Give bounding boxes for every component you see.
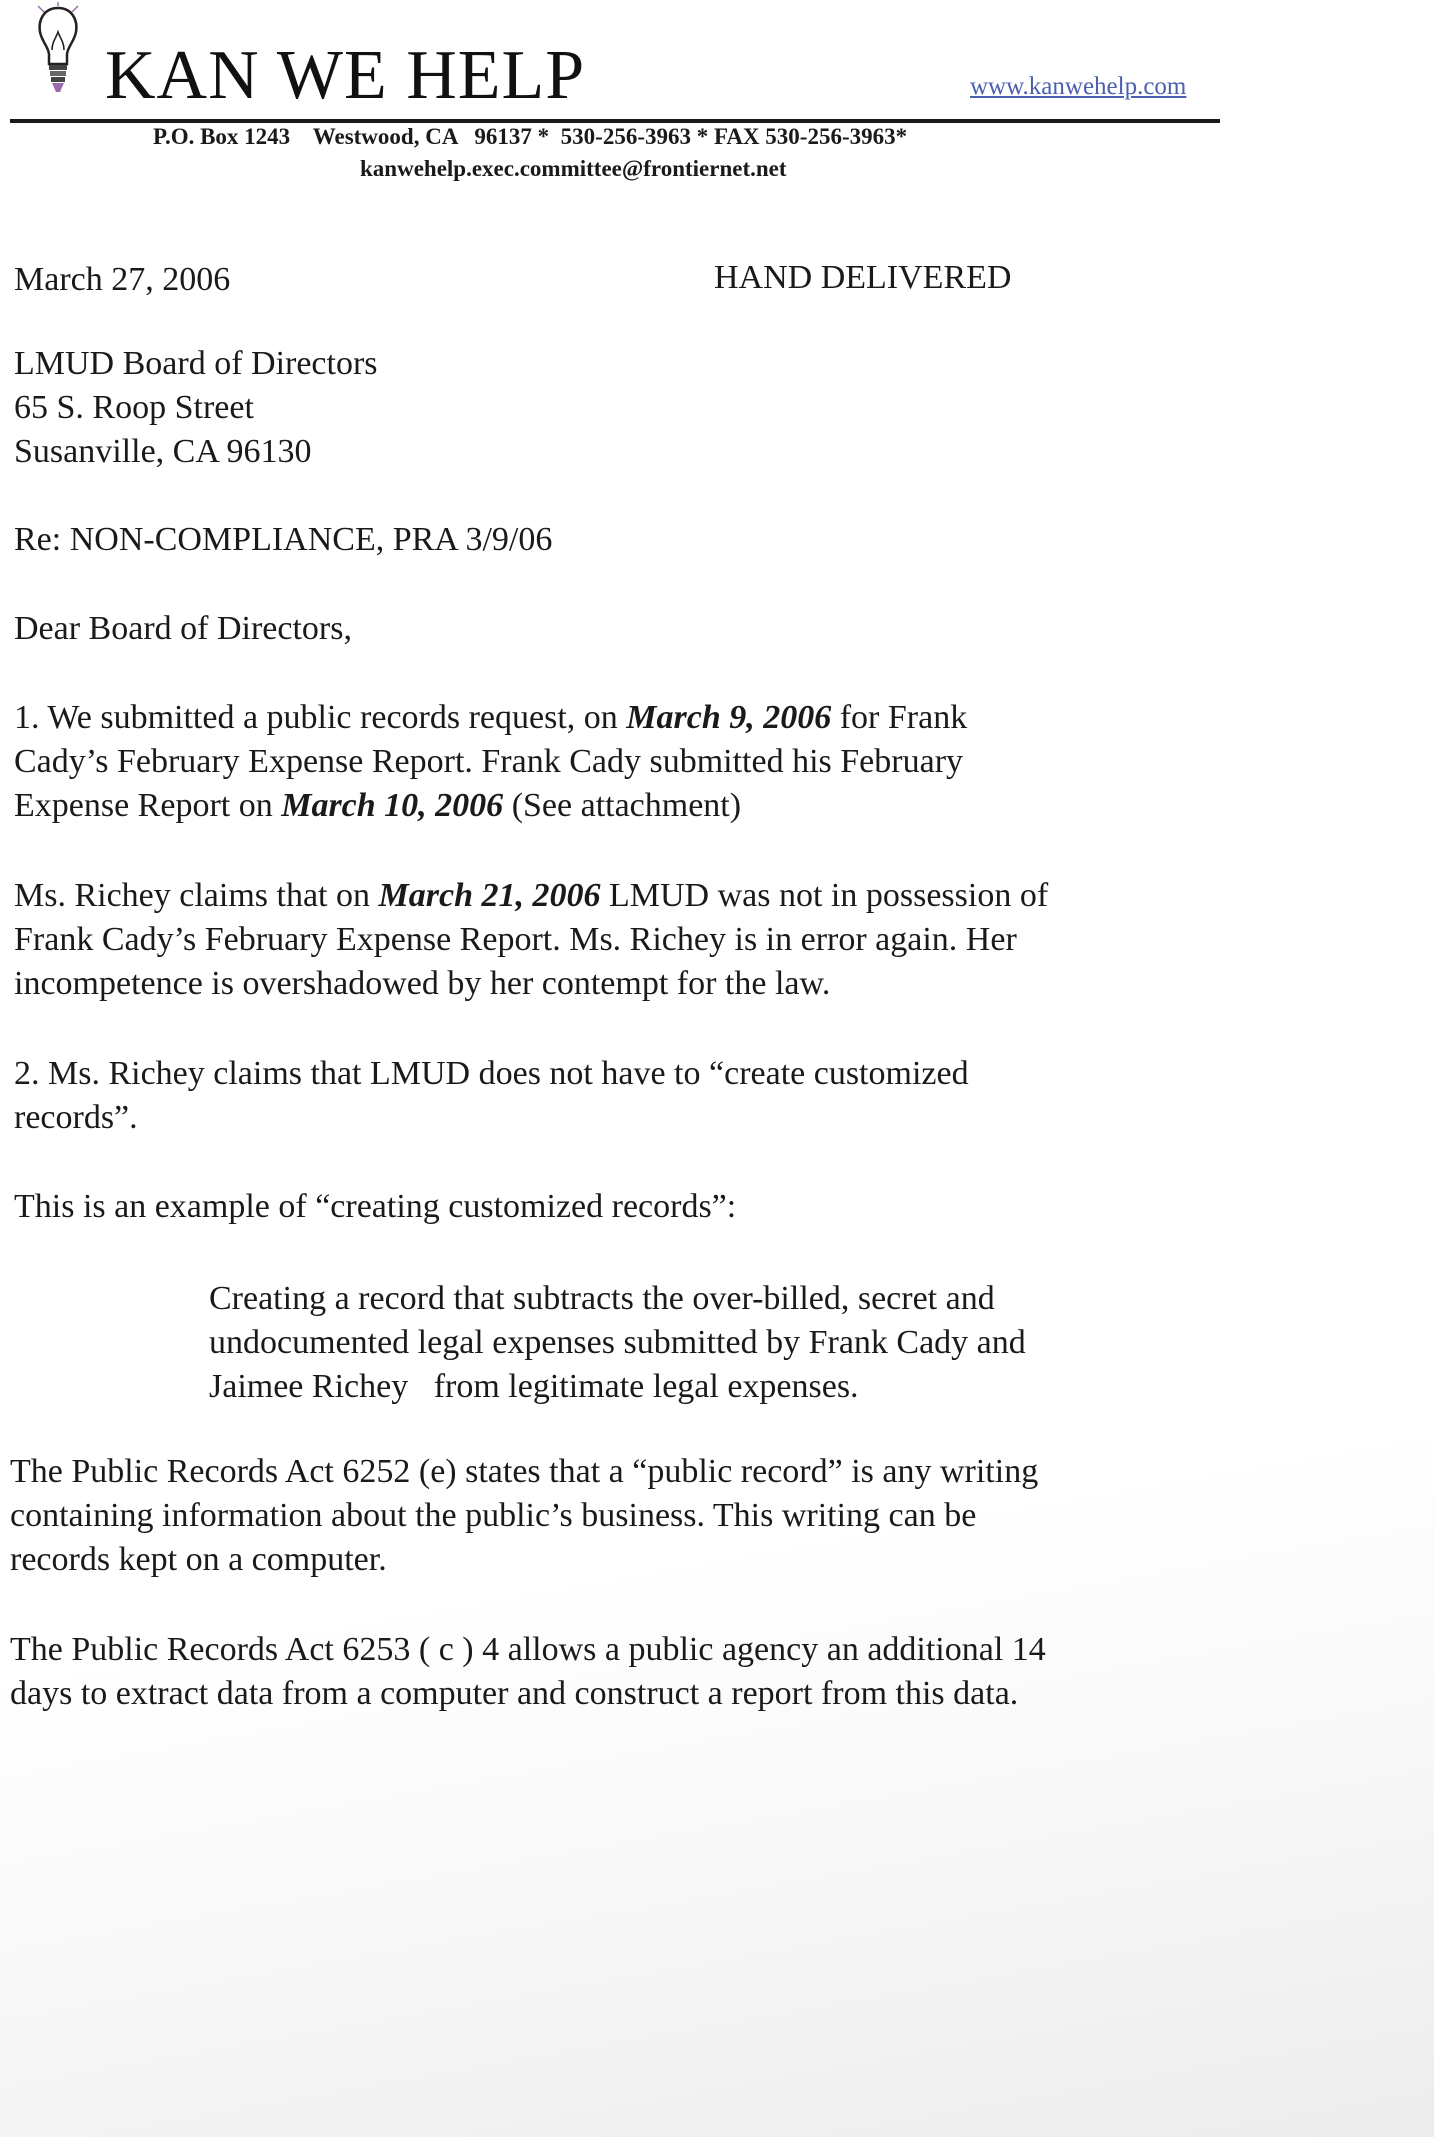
salutation: Dear Board of Directors,	[14, 610, 352, 647]
paragraph-6-line: The Public Records Act 6253 ( c ) 4 allows a public agency an additional 14	[10, 1631, 1046, 1668]
paragraph-4: This is an example of “creating customized records”:	[14, 1188, 737, 1225]
text-run: 1. We submitted a public records request, on	[14, 699, 627, 736]
recipient-line: Susanville, CA 96130	[14, 433, 312, 470]
letterhead	[10, 0, 1220, 205]
delivery-method: HAND DELIVERED	[714, 259, 1012, 296]
paragraph-3-line: records”.	[14, 1099, 138, 1136]
paragraph-5-line: The Public Records Act 6252 (e) states that a “public record” is any writing	[10, 1453, 1039, 1490]
paragraph-1-line	[14, 696, 967, 740]
lightbulb-icon	[32, 2, 84, 98]
recipient-line: LMUD Board of Directors	[14, 345, 378, 382]
text-run: for Frank	[831, 699, 968, 736]
paragraph-2-line: incompetence is overshadowed by her contempt for the law.	[14, 965, 831, 1002]
emphasized-date: March 9, 2006	[626, 699, 832, 736]
address-line: P.O. Box 1243 Westwood, CA 96137 * 530-256-3963 * FAX 530-256-3963*	[153, 124, 908, 149]
emphasized-date: March 10, 2006	[281, 787, 504, 824]
paragraph-6-line: days to extract data from a computer and construct a report from this data.	[10, 1675, 1019, 1712]
letterhead-divider	[10, 119, 1220, 123]
paragraph-3-line: 2. Ms. Richey claims that LMUD does not have to “create customized	[14, 1055, 969, 1092]
paragraph-5-line: records kept on a computer.	[10, 1541, 387, 1578]
text-run: LMUD was not in possession of	[600, 877, 1049, 914]
paragraph-2-line	[14, 874, 1048, 918]
text-run: (See attachment)	[503, 787, 742, 824]
block-quote-line: undocumented legal expenses submitted by Frank Cady and	[209, 1324, 1026, 1361]
text-run: Ms. Richey claims that on	[14, 877, 379, 914]
org-name: KAN WE HELP	[105, 37, 586, 114]
recipient-line: 65 S. Roop Street	[14, 389, 254, 426]
text-run: Expense Report on	[14, 787, 282, 824]
email-address: kanwehelp.exec.committee@frontiernet.net	[360, 156, 787, 181]
block-quote-line: Jaimee Richey from legitimate legal expenses.	[209, 1368, 859, 1405]
paragraph-2-line: Frank Cady’s February Expense Report. Ms. Richey is in error again. Her	[14, 921, 1017, 958]
paragraph-5-line: containing information about the public’s business. This writing can be	[10, 1497, 977, 1534]
block-quote-line: Creating a record that subtracts the over-billed, secret and	[209, 1280, 995, 1317]
paragraph-1-line: Cady’s February Expense Report. Frank Cady submitted his February	[14, 743, 964, 780]
paragraph-1-line	[14, 784, 741, 828]
letter-date: March 27, 2006	[14, 261, 231, 298]
website-link[interactable]: www.kanwehelp.com	[970, 73, 1187, 100]
emphasized-date: March 21, 2006	[378, 877, 601, 914]
subject-line: Re: NON-COMPLIANCE, PRA 3/9/06	[14, 521, 553, 558]
